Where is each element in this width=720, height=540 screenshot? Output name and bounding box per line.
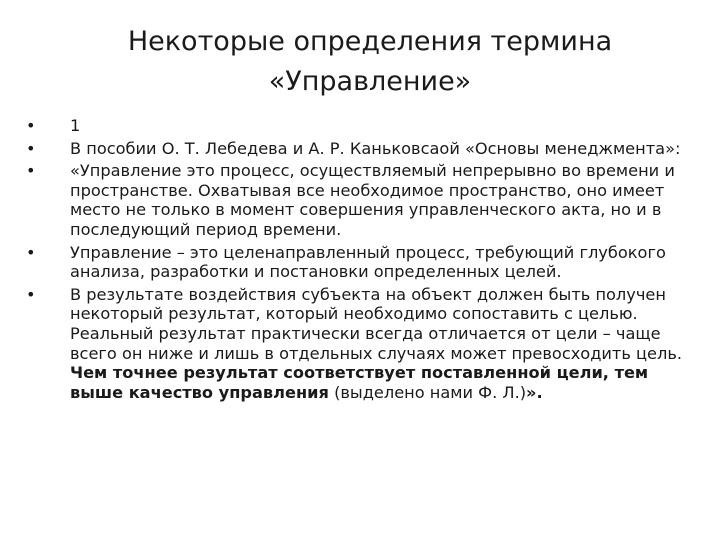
bullet-text-1: 1 [70,116,81,135]
bullet-list [26,116,698,405]
bullet-text-2: В пособии О. Т. Лебедева и А. Р. Каньковсаой «Основы менеджмента»: [70,138,681,158]
bullet-marker-icon: • [26,161,36,181]
bullet-item-5 [26,285,698,403]
bullet-marker-icon: • [26,138,36,158]
bullet-text-5 [70,285,682,402]
bullet-item-2 [26,139,698,159]
bullet-text-5-bold-end: ». [526,382,543,402]
slide-title-line-2: «Управление» [268,66,472,97]
bullet-text-5-plain-1: В результате воздействия субъекта на объект должен быть получен некоторый результат, который необходимо сопоставить с целью. Реальный результат практически всегда отличается от цели – чаще всего он ниже и лишь в отдельных случаях может превосходить цель. [70,284,683,363]
slide-title-line-1: Некоторые определения термина [127,26,613,57]
bullet-marker-icon: • [26,242,36,262]
bullet-marker-icon: • [26,284,36,304]
bullet-text-5-bold: Чем точнее результат соответствует поставленной цели, тем выше качество управления [70,363,649,402]
bullet-marker-icon: • [26,116,36,135]
bullet-item-4 [26,243,698,282]
bullet-item-1 [26,116,698,136]
bullet-text-3: «Управление это процесс, осуществляемый непрерывно во времени и пространстве. Охватывая все необходимое пространство, оно имеет место не только в момент совершения управленческого акта, но и в последующий период времени. [70,161,675,239]
bullet-text-4: Управление – это целенаправленный процесс, требующий глубокого анализа, разработки и постановки определенных целей. [70,242,666,282]
slide-title [80,22,660,102]
bullet-item-3 [26,161,698,239]
bullet-text-5-plain-2: (выделено нами Ф. Л.) [328,382,527,402]
